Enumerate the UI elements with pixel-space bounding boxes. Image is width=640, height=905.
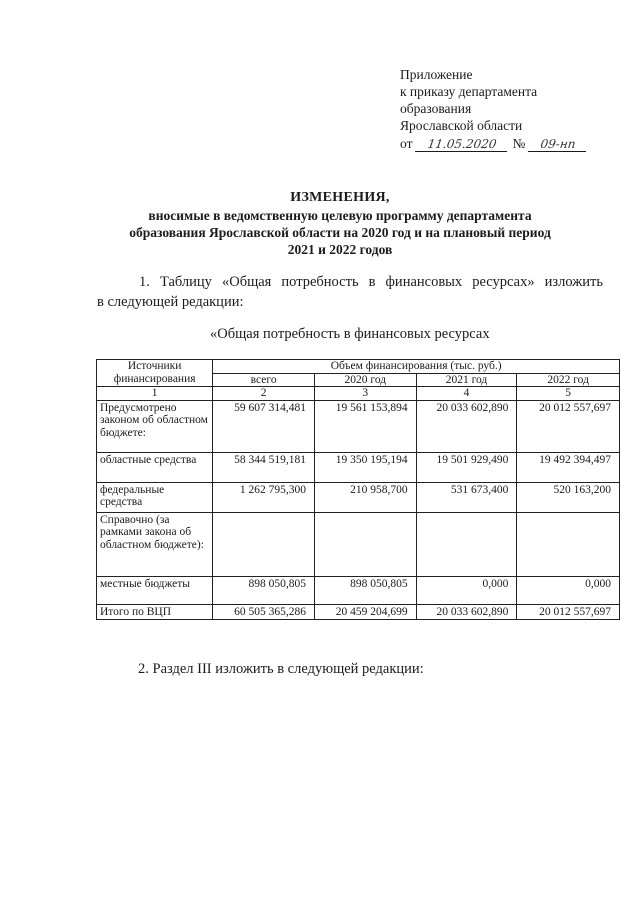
column-number: 4 <box>416 387 517 401</box>
row-value: 58 344 519,181 <box>213 452 315 482</box>
order-reference <box>400 135 587 152</box>
row-value: 520 163,200 <box>517 482 620 512</box>
column-number: 1 <box>97 387 213 401</box>
appendix-line-4: Ярославской области <box>400 118 523 133</box>
row-value <box>416 512 517 576</box>
heading-title: ИЗМЕНЕНИЯ, <box>290 190 390 205</box>
column-header: 2022 год <box>517 373 620 387</box>
column-number: 2 <box>213 387 315 401</box>
paragraph-1-line-1: 1. Таблицу «Общая потребность в финансовых ресурсах» изложить <box>139 274 603 290</box>
row-value: 20 012 557,697 <box>517 604 620 620</box>
row-value: 20 012 557,697 <box>517 400 620 452</box>
appendix-line-2: к приказу департамента <box>400 84 538 99</box>
column-number-row <box>97 387 620 401</box>
table-row <box>97 452 620 482</box>
handwritten-number: 09-нп <box>528 137 588 152</box>
heading-subtitle-line-2: образования Ярославской области на 2020 год и на плановый период <box>129 225 551 240</box>
row-value <box>213 512 315 576</box>
column-header: 2020 год <box>314 373 416 387</box>
row-value: 0,000 <box>416 576 517 604</box>
row-value: 210 958,700 <box>314 482 416 512</box>
table-row <box>97 482 620 512</box>
row-value: 19 492 394,497 <box>517 452 620 482</box>
row-label: Итого по ВЦП <box>97 604 213 620</box>
row-value: 59 607 314,481 <box>213 400 315 452</box>
table-title: «Общая потребность в финансовых ресурсах <box>210 326 490 342</box>
column-number: 3 <box>314 387 416 401</box>
row-value: 19 501 929,490 <box>416 452 517 482</box>
table-row <box>97 400 620 452</box>
row-label: федеральные средства <box>97 482 213 512</box>
row-value: 19 561 153,894 <box>314 400 416 452</box>
paragraph-1 <box>97 272 603 312</box>
document-heading <box>80 189 600 258</box>
row-value: 898 050,805 <box>314 576 416 604</box>
row-value: 0,000 <box>517 576 620 604</box>
row-value: 531 673,400 <box>416 482 517 512</box>
table-total-row <box>97 604 620 620</box>
table-row <box>97 512 620 576</box>
row-value <box>517 512 620 576</box>
paragraph-1-line-2: в следующей редакции: <box>97 294 244 310</box>
row-label: областные средства <box>97 452 213 482</box>
row-value: 20 033 602,890 <box>416 400 517 452</box>
heading-subtitle-line-1: вносимые в ведомственную целевую программу департамента <box>148 208 532 223</box>
row-value: 19 350 195,194 <box>314 452 416 482</box>
row-value <box>314 512 416 576</box>
handwritten-date: 11.05.2020 <box>415 137 509 152</box>
row-label: местные бюджеты <box>97 576 213 604</box>
number-label: № <box>512 136 526 151</box>
heading-subtitle-line-3: 2021 и 2022 годов <box>287 242 393 257</box>
from-label: от <box>400 136 413 151</box>
row-value: 898 050,805 <box>213 576 315 604</box>
table-header-row <box>97 360 620 374</box>
row-value: 20 033 602,890 <box>416 604 517 620</box>
appendix-block <box>400 66 587 152</box>
column-header: 2021 год <box>416 373 517 387</box>
row-label: Предусмотрено законом об областном бюджете: <box>97 400 213 452</box>
table-row <box>97 576 620 604</box>
source-header: Источники финансирования <box>97 360 213 387</box>
row-label: Справочно (за рамками закона об областном бюджете): <box>97 512 213 576</box>
column-header: всего <box>213 373 315 387</box>
appendix-line-3: образования <box>400 101 472 116</box>
row-value: 20 459 204,699 <box>314 604 416 620</box>
volume-header: Объем финансирования (тыс. руб.) <box>213 360 620 374</box>
row-value: 60 505 365,286 <box>213 604 315 620</box>
row-value: 1 262 795,300 <box>213 482 315 512</box>
column-number: 5 <box>517 387 620 401</box>
financing-table <box>96 359 620 620</box>
appendix-line-1: Приложение <box>400 67 473 82</box>
paragraph-2: 2. Раздел III изложить в следующей редакции: <box>138 661 424 677</box>
